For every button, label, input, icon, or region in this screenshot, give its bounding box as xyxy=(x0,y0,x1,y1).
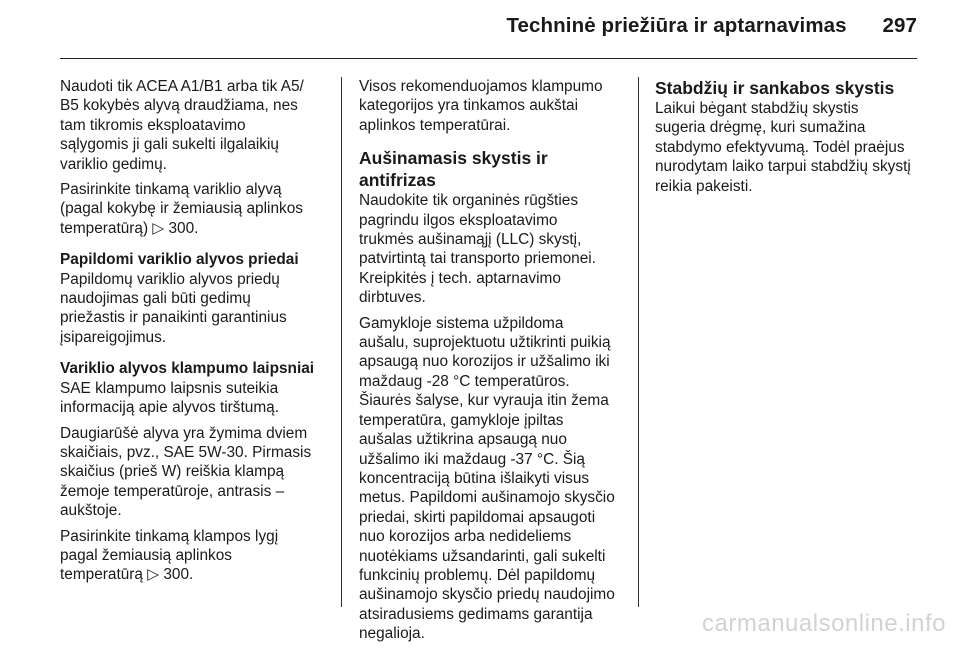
text-line: aušalas užtikrina apsaugą nuo xyxy=(359,431,567,449)
text-line: stabdymo efektyvumą. Todėl praėjus xyxy=(655,138,905,156)
page-header xyxy=(60,14,917,48)
paragraph xyxy=(359,191,621,307)
column-1 xyxy=(60,77,322,591)
text-line: temperatūra, gamykloje įpiltas xyxy=(359,411,564,429)
text-line: Šiaurės šalyse, kur vyrauja itin žema xyxy=(359,392,609,410)
paragraph xyxy=(60,527,322,585)
text-line: Visos rekomenduojamos klampumo xyxy=(359,78,603,95)
text-line: Laikui bėgant stabdžių skystis xyxy=(655,100,859,117)
paragraph xyxy=(60,379,322,418)
section-heading: Variklio alyvos klampumo laipsniai xyxy=(60,360,315,378)
column-divider-1 xyxy=(341,77,342,607)
text-line: Pasirinkite tinkamą klampos lygį xyxy=(60,527,279,545)
text-line: Papildomų variklio alyvos priedų xyxy=(60,270,280,288)
text-line: pagrindu ilgos eksploatavimo xyxy=(359,211,558,229)
text-line: priežastis ir panaikinti garantinius xyxy=(60,309,287,327)
text-line: nuo korozijos arba nedideliems xyxy=(359,528,572,546)
text-line: apsaugą nuo korozijos ir užšalimo iki xyxy=(359,353,610,371)
text-line: priedai, skirti papildomai apsaugoti xyxy=(359,508,596,526)
header-rule xyxy=(60,58,917,59)
text-line: patvirtintą tai transporto priemonei. xyxy=(359,250,596,268)
text-line: aukštoje. xyxy=(60,502,122,520)
text-line: nuotėkiams užsandarinti, gali sukelti xyxy=(359,547,606,565)
text-line: Pasirinkite tinkamą variklio alyvą xyxy=(60,181,282,199)
text-line: Gamykloje sistema užpildoma xyxy=(359,314,564,332)
text-line: skaičius (prieš W) reiškia klampą xyxy=(60,463,285,481)
text-line: Kreipkitės į tech. aptarnavimo xyxy=(359,269,561,287)
paragraph xyxy=(60,77,322,174)
text-line: aplinkos temperatūrai. xyxy=(359,116,511,134)
text-line: funkcinių problemų. Dėl papildomų xyxy=(359,566,596,584)
text-line: informaciją apie alyvos tirštumą. xyxy=(60,399,279,417)
text-line: žemoje temperatūroje, antrasis – xyxy=(60,482,285,500)
text-line: sąlygomis ji gali sukelti ilgalaikių xyxy=(60,136,279,154)
text-line: maždaug -28 °C temperatūros. xyxy=(359,372,570,390)
text-line: Naudoti tik ACEA A1/B1 arba tik A5/ xyxy=(60,78,304,95)
text-line: kategorijos yra tinkamos aukštai xyxy=(359,97,578,115)
text-line: aušalu, suprojektuotu užtikrinti puikią xyxy=(359,334,611,352)
column-divider-2 xyxy=(638,77,639,607)
watermark: carmanualsonline.info xyxy=(702,610,946,637)
text-line: užšalimo iki maždaug -37 °C. Šią xyxy=(359,450,585,468)
page-title: Techninė priežiūra ir aptarnavimas xyxy=(506,14,847,37)
paragraph xyxy=(655,99,917,196)
paragraph xyxy=(60,424,322,521)
text-line: Naudokite tik organinės rūgšties xyxy=(359,192,579,210)
text-line: temperatūrą ▷ 300. xyxy=(60,566,194,584)
section-heading: Aušinamasis skystis ir antifrizas xyxy=(359,148,548,191)
text-line: atsiradusiems gedimams garantija xyxy=(359,605,593,623)
text-line: metus. Papildomi aušinamojo skysčio xyxy=(359,489,615,507)
text-line: reikia pakeisti. xyxy=(655,177,753,195)
page-number: 297 xyxy=(882,14,917,37)
text-line: dirbtuves. xyxy=(359,289,426,307)
text-line: temperatūrą) ▷ 300. xyxy=(60,219,199,237)
paragraph xyxy=(359,77,621,135)
text-line: įsipareigojimus. xyxy=(60,328,167,346)
text-line: negalioja. xyxy=(359,625,425,643)
text-line: tam tikromis eksploatavimo xyxy=(60,116,246,134)
text-line: variklio gedimų. xyxy=(60,155,167,173)
text-line: trukmės aušinamąjį (LLC) skystį, xyxy=(359,231,582,249)
text-line: Daugiarūšė alyva yra žymima dviem xyxy=(60,424,308,442)
text-line: koncentraciją būtina išlaikyti visus xyxy=(359,469,590,487)
column-2 xyxy=(359,77,621,650)
text-line: naudojimas gali būti gedimų xyxy=(60,290,251,308)
text-line: SAE klampumo laipsnis suteikia xyxy=(60,379,279,397)
paragraph xyxy=(60,270,322,348)
text-line: pagal žemiausią aplinkos xyxy=(60,546,232,564)
text-line: nurodytam laiko tarpui stabdžių skystį xyxy=(655,158,911,176)
text-line: B5 kokybės alyvą draudžiama, nes xyxy=(60,97,298,115)
text-line: (pagal kokybę ir žemiausią aplinkos xyxy=(60,200,303,218)
text-line: aušinamojo skysčio priedų naudojimo xyxy=(359,586,615,604)
section-heading: Papildomi variklio alyvos priedai xyxy=(60,251,299,269)
section-heading: Stabdžių ir sankabos skystis xyxy=(655,78,895,98)
paragraph xyxy=(359,314,621,644)
column-3 xyxy=(655,77,917,202)
text-line: skaičiais, pvz., SAE 5W-30. Pirmasis xyxy=(60,443,312,461)
text-line: sugeria drėgmę, kuri sumažina xyxy=(655,119,866,137)
paragraph xyxy=(60,180,322,238)
